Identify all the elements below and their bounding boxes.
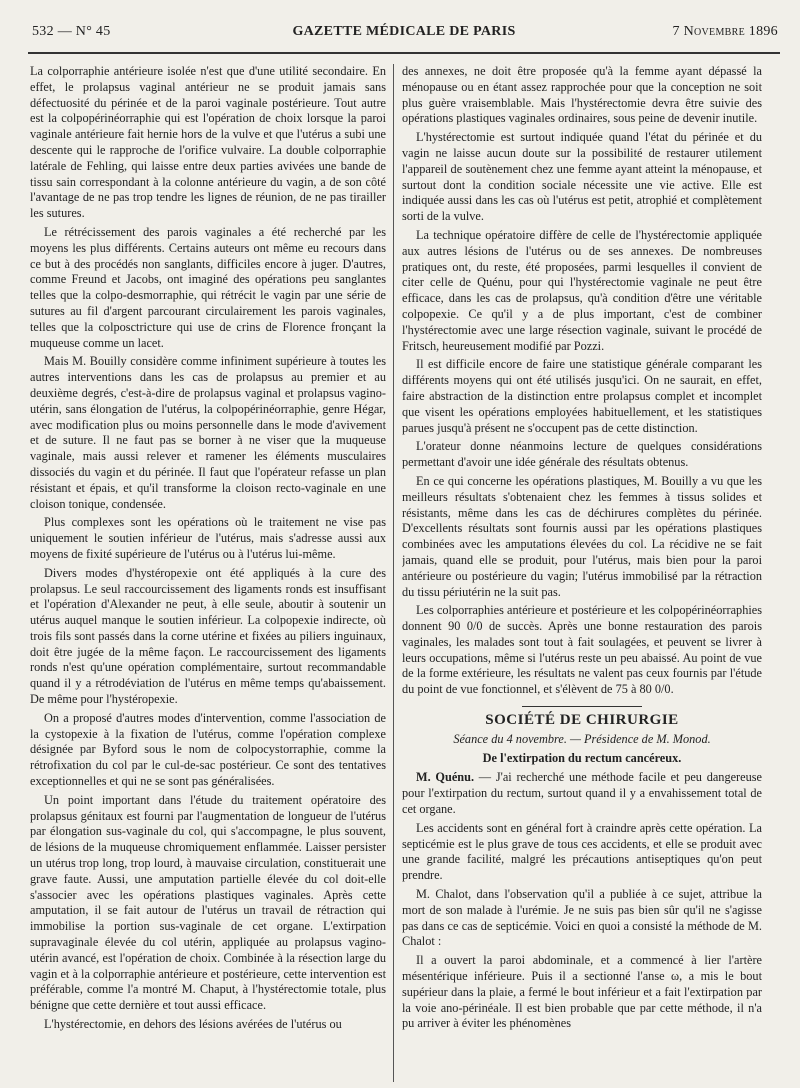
article-subtitle: De l'extirpation du rectum cancéreux.	[482, 750, 682, 765]
journal-title: GAZETTE MÉDICALE DE PARIS	[292, 24, 516, 39]
session-line: Séance du 4 novembre. — Présidence de M. Monod.	[453, 731, 711, 746]
paragraph: La technique opératoire diffère de celle de l'hystérectomie appliquée aux autres lésions de l'utérus ou de ses annexes. De nombreuses pratiques ont, du reste, été proposées, parmi lesquelles il convient de citer celle de Quénu, pour qui l'hystérectomie vaginale ne peut être efficace, dans les cas de prolapsus, qu'à condition d'être une véritable colpopexie. Ce qu'il y a de plus important, c'est de combiner l'hystérectomie avec une large résection vaginale, suivant le procédé de Fritsch, heureusement modifié par Pozzi.	[402, 227, 762, 353]
paragraph: Les colporraphies antérieure et postérieure et les colpopérinéorraphies donnent 90 0/0 de succès. Après une bonne restauration des parois vaginales, les malades sont tout à fait soulagées, et peuvent se livrer à leurs occupations, même si l'utérus reste un peu abaissé. Au point de vue de la forme extérieure, les résultats ne valent pas ceux fournis par l'étude du point de vue fonctionnel, et s'élèvent de 75 à 80 0/0.	[402, 603, 762, 697]
speaker-text: — J'ai recherché une méthode facile et peu dangereuse pour l'extirpation du rectum, surtout quand il y a envahissement total de cet organe.	[402, 770, 762, 817]
paragraph: Divers modes d'hystéropexie ont été appliqués à la cure des prolapsus. Le seul raccourcissement des ligaments ronds est insuffisant et l'opération d'Alexander ne peut, à elle seule, aboutir à soutenir un utérus auquel manque le soutien inférieur. La colpopexie indirecte, où trois fils sont passés dans la corne utérine et fixées au piliers inguinaux, doit être jugée de la même façon. Le raccourcissement des ligaments ronds n'est qu'une opération complémentaire, surtout recommandable quand il y a rétrodéviation de l'utérus en même temps qu'abaissement. De même pour l'hystéropexie.	[30, 565, 386, 707]
paragraph: Il a ouvert la paroi abdominale, et a commencé à lier l'artère mésentérique inférieure. Puis il a sectionné l'anse ω, a mis le bout supérieur dans la plaie, a fermé le bout inférieur et a fait l'extirpation par la voie ano-périnéale. Il est bien probable que par cette méthode, il n'a pu arriver à éviter les phénomènes	[402, 953, 762, 1031]
paragraph: En ce qui concerne les opérations plastiques, M. Bouilly a vu que les meilleurs résultats s'obtenaient chez les femmes à tissus solides et résistants, même dans les cas de déchirures complètes du périnée. D'excellents résultats sont fournis aussi par les opérations plastiques combinées avec les amputations élevées du col. La récidive ne se fait jamais, quand elle se produit, pour l'utérus, mais bien pour la paroi antérieure ou postérieure du vagin; l'utérus immobilisé par la rétraction du tissu périutérin ne la suit pas.	[402, 473, 762, 599]
paragraph: Le rétrécissement des parois vaginales a été recherché par les moyens les plus différents. Certains auteurs ont même eu recours dans ce but à des procédés non sanglants, difficiles encore à juger. D'autres, comme Freund et Jacobs, ont imaginé des opérations peu sanglantes telles que la colpo-desmorraphie, qui rétrécit le vagin par une série de sutures au fil d'argent parcourant circulairement les parois vaginales, telles que la colposctricture qui use de crins de Florence fronçant la muqueuse comme un lacet.	[30, 224, 386, 350]
header-rule	[28, 52, 780, 54]
paragraph: L'orateur donne néanmoins lecture de quelques considérations permettant d'avoir une idée générale des résultats obtenus.	[402, 439, 762, 470]
paragraph: Plus complexes sont les opérations où le traitement ne vise pas uniquement le soutien inférieur de l'utérus, mais s'adresse aussi aux moyens de fixité supérieure de l'utérus ou à l'utérus lui-même.	[30, 515, 386, 561]
paragraph: M. Chalot, dans l'observation qu'il a publiée à ce sujet, attribue la mort de son malade à l'urémie. Je ne suis pas bien sûr qu'il ne s'agisse pas dans ce cas de septicémie. Voici en quoi a consisté la méthode de M. Chalot :	[402, 887, 762, 949]
paragraph: L'hystérectomie est surtout indiquée quand l'état du périnée et du vagin ne laisse aucun doute sur la possibilité de restaurer utilement l'appareil de soutènement chez une femme ayant atteint la ménopause, et surtout dont la condition sociale nécessite une vie active. Elle est indiquée aussi dans les cas où l'utérus est petit, atrophié et complètement sorti de la vulve.	[402, 130, 762, 224]
section-title: SOCIÉTÉ DE CHIRURGIE	[485, 712, 679, 729]
right-column	[402, 64, 762, 1082]
speaker-paragraph	[402, 770, 762, 817]
issue-date: 7 Novembre 1896	[672, 24, 778, 39]
paragraph: Mais M. Bouilly considère comme infiniment supérieure à toutes les autres interventions dans les cas de prolapsus au premier et au deuxième degrés, c'est-à-dire de prolapsus vaginal et prolapsus vagino-utérin, sans élongation de l'utérus, la colpopérinéorraphie, genre Hégar, avec modification plus ou moins personnelle dans le mode d'avivement et de suture. Il ne faut pas se borner à ne viser que la muqueuse vaginale, mais aussi relever et ramener les éléments musculaires dissociés du vagin et du périnée. Il faut que l'opérateur refasse un plan résistant et épais, et qu'il transforme la cloison recto-vaginale en une cloison tonique, condensée.	[30, 354, 386, 511]
paragraph: On a proposé d'autres modes d'intervention, comme l'association de la cystopexie à la fixation de l'utérus, comme l'opération complexe désignée par Byford sous le nom de colpocystorraphie, comme la rétrofixation du col par le cul-de-sac postérieur. Ce sont des tentatives exceptionnelles et qui ne se sont pas généralisées.	[30, 710, 386, 789]
left-column	[30, 64, 386, 1082]
paragraph: Les accidents sont en général fort à craindre après cette opération. La septicémie est le plus grave de tous ces accidents, et elle se produit avec une grande facilité, malgré les précautions antiseptiques qu'on peut prendre.	[402, 820, 762, 883]
paragraph: des annexes, ne doit être proposée qu'à la femme ayant dépassé la ménopause ou en étant assez rapprochée pour que la conception ne soit plus guère vraisemblable. Mais l'hystérectomie devra être suivie des opérations plastiques vaginales ordinaires, sous peine de devenir inutile.	[402, 64, 762, 126]
paragraph: Un point important dans l'étude du traitement opératoire des prolapsus génitaux est fourni par l'augmentation de longueur de l'utérus par élongation sus-vaginale du col, qui s'accompagne, le plus souvent, de lésions de la muqueuse chromiquement enflammée. Laisser persister un utérus trop long, trop lourd, à mauvaise circulation, constituerait une grave faute. Aussi, une amputation partielle élevée du col doit-elle s'associer avec les opérations plastiques vaginales. Après cette amputation, il se fait autour de l'utérus un travail de rétraction qui immobilise la portion sus-vaginale de cet organe. L'extirpation supravaginale élevée du col utérin, appliquée au prolapsus vagino-utérin avancé, est l'opération de choix. Combinée à la résection large du vagin et à la colporraphie antérieure et postérieure, cette intervention est préférable, comme l'a montré M. Chaput, à l'hystérectomie totale, plus bénigne que cette dernière et tout aussi efficace.	[30, 792, 386, 1013]
section-separator	[522, 706, 642, 707]
paragraph: Il est difficile encore de faire une statistique générale comparant les différents moyens qui ont été utilisés jusqu'ici. On ne saurait, en effet, faire abstraction de la distinction entre prolapsus complet et incomplet que visent les opérations employées habituellement, et les statistiques parues jusqu'à présent ne s'occupent pas de cette distinction.	[402, 357, 762, 435]
column-divider	[393, 64, 394, 1082]
page-number: 532 — N° 45	[32, 24, 111, 39]
paragraph: La colporraphie antérieure isolée n'est que d'une utilité secondaire. En effet, le prolapsus vaginal antérieur ne se produit jamais sans défectuosité du périnée et de la paroi vaginale postérieure. Tout autre est la colpopérinéorraphie qui est l'opération de choix lorsque la paroi vaginale antérieure fait hernie hors de la vulve et que l'utérus a subi une descente qui le rapproche de l'orifice vulvaire. La double colporraphie latérale de Fehling, qui laisse entre deux parties avivées une bande de tissu sain correspondant à la colonne antérieure du vagin, a de son côté l'avantage de ne pas trop tendre les lignes de réunion, de ne pas tirailler les sutures.	[30, 64, 386, 221]
page-header	[28, 22, 780, 46]
speaker-name: M. Quénu.	[416, 770, 475, 785]
paragraph: L'hystérectomie, en dehors des lésions avérées de l'utérus ou	[44, 1017, 342, 1032]
